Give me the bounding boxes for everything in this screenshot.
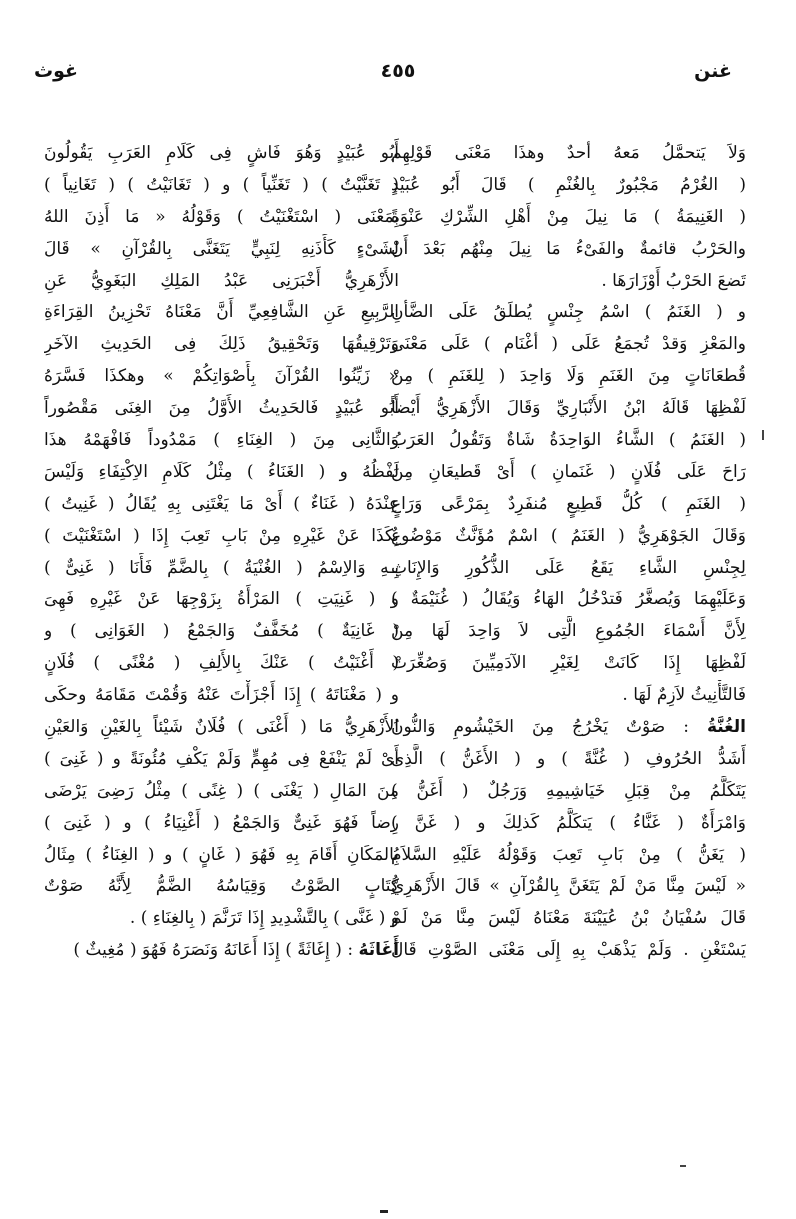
line-text: ( الغَنَمِ ) كُلُّ قَطِيعٍ مُنفَرِدٌ بِمَرْعًى وَرَاعٍ: [391, 493, 746, 514]
line-text: ( الغَنِيمَةُ ) مَا نِيلَ مِنْ أَهْلِ الشِّرْكِ عَنْوَةً: [391, 206, 746, 227]
line-text: : ( إِغَاثَةً ) إِذَا أَعَانَهُ وَنَصَرَهُ فَهُوَ ( مُغِيثٌ ): [73, 940, 359, 961]
text-line: [44, 648, 399, 680]
text-line: [391, 202, 746, 234]
text-line: [44, 425, 399, 457]
line-text: أَبُو عُبَيْدٍ وَهُوَ فَاشٍ فِى كَلَامِ العَرَبِ يَقُولُونَ: [44, 143, 399, 163]
left-column: [44, 138, 399, 967]
footer-mark: [380, 1210, 388, 1213]
line-text: بِكَذَا عَنْ غَيْرِهِ مِنْ بَابِ تَعِبَ إِذَا ( اسْتَغْنَيْتَ ): [44, 525, 399, 546]
line-text: أَشَدُّ الحُرُوفِ ( غُنَّةً ) و ( الأَغَنُّ ) الَّذِى: [391, 748, 746, 769]
text-line: [391, 903, 746, 935]
line-text: ( الغَنَمُ ) الشَّاءُ الوَاحِدَةُ شَاةٌ وَتَقُولُ العَرَبُ: [391, 430, 746, 451]
text-line: [44, 266, 399, 298]
line-text: ( تَغَنَّيْتُ ) ( تَغَنِّياً ) و ( تَغَانَيْتُ ) ( تَغَانِياً ): [44, 174, 399, 195]
text-line: [391, 553, 746, 585]
text-line: [44, 138, 399, 170]
text-line: [391, 871, 746, 903]
text-line: [44, 584, 399, 616]
text-line: [44, 840, 399, 872]
text-line: [44, 871, 399, 903]
text-line: [391, 712, 746, 744]
line-text: والمَعْزِ وَقدْ تُجمَعُ عَلَى ( أغْنَام ) عَلَى مَعْنَى: [391, 334, 746, 355]
line-text: رَاحَ عَلَى فُلَانٍ ( غَنَمانِ ) أَىْ قَطيعَانِ مِنَ: [391, 461, 746, 482]
text-line: [44, 680, 399, 712]
line-text: « لَيْسَ مِنَّا مَنْ لَمْ يَتَغَنَّ بِالقُرْآنِ » قَالَ الأَزْهَرِيُّ: [391, 876, 746, 897]
running-head-right: غنن: [694, 60, 732, 82]
line-text: « زَيِّنُوا القُرْآنَ بِأَصْوَاتِكُمْ » وهكذَا فَسَّرَهُ: [44, 366, 399, 387]
line-text: و ( غَنِيَتِ ) المَرْأَةُ بِزَوْجِهَا عَنْ غَيْرِهِ فَهِىَ: [44, 589, 399, 610]
text-line: [391, 234, 746, 266]
line-text: بِـهِ وَالاِسْمُ ( الغُنْيَةُ ) بِالضَّمِّ فَأَنَا ( غَنِىٌّ ): [44, 557, 399, 578]
text-line: [391, 776, 746, 808]
text-line: [391, 616, 746, 648]
line-text: والحَرْبُ قائمةٌ والفَىْءُ مَا نِيلَ مِنْهُم بَعْدَ أَنْ: [391, 238, 746, 259]
line-text: مِنَ المَالِ ( يَغْنَى ) ( غِنًى ) مِثْلُ رَضِىَ يَرْضَى: [44, 780, 399, 801]
line-text: لَفْظُهُ و ( الغَنَاءُ ) مِثْلُ كَلَامِ الاِكْتِفَاءِ وَلَيْسَ: [44, 461, 399, 482]
line-text: تَضعَ الحَرْبُ أَوْزَارَهَا .: [601, 270, 746, 291]
text-line: [44, 457, 399, 489]
line-text: قَالَ سُفْيَانُ بْنُ عُيَيْنَةَ مَعْنَاهُ لَيْسَ مِنَّا مَنْ لَمْ: [391, 908, 746, 929]
text-line: [391, 808, 746, 840]
line-text: يَسْتَغْنِ . وَلَمْ يَذْهَبْ بِهِ إِلَى مَعْنَى الصَّوْتِ قَالَ: [391, 940, 746, 961]
text-line: [44, 903, 399, 935]
line-text: و ( غَنَّى ) بِالتَّشْدِيدِ إِذَا تَرَنَّمَ ( بِالغِنَاءِ ) .: [129, 908, 399, 929]
line-text: رِضاً فَهُوَ غَنِىٌّ وَالجَمْعُ ( أَغْنِيَاءُ ) و ( غَنِىَ ): [44, 812, 399, 833]
text-line: [44, 935, 399, 967]
text-line: [44, 808, 399, 840]
entry-headword: الغُنَّةُ: [706, 717, 746, 738]
line-text: بِالمَكَانِ أَقَامَ بِهِ فَهُوَ ( غَانٍ ) و ( الغِنَاءُ ) مِثَالُ: [44, 844, 399, 865]
text-line: [391, 840, 746, 872]
text-line: [44, 202, 399, 234]
text-line: [391, 680, 746, 712]
text-line: [391, 744, 746, 776]
line-text: و ( مَغْنَاتَهُ ) إِذَا أَجْزَأْتَ عَنْهُ وَقُمْتَ مَقَامَهُ وحكَى: [44, 685, 399, 706]
line-text: وَتَرْقِيقُهَا وَتَحْقِيقُ ذَلِكَ فِى الحَدِيثِ الآخَرِ: [44, 334, 399, 355]
line-text: وَقَالَ الجَوْهَرِيُّ ( الغَنَمُ ) اسْمٌ مُؤَنَّثٌ مَوْضُوعٌ: [391, 525, 746, 546]
line-text: أَبُو عُبَيْدٍ فَالحَدِيثُ الأَوَّلُ مِنَ الغِنَى مَقْصُوراً: [44, 398, 399, 419]
line-text: لَفْظِهَا قَالَهُ ابْنُ الأَنْبَارِيِّ وَقَالَ الأَزْهَرِيُّ أَيْضاً: [391, 398, 746, 419]
line-text: وَلاَ يَتحمَّلُ مَعهُ أحدٌ وهذَا مَعْنَى قَوْلِهِم: [391, 143, 746, 163]
text-line: [44, 297, 399, 329]
text-line: [391, 425, 746, 457]
right-column: [391, 138, 746, 967]
text-line: [391, 489, 746, 521]
line-text: فَالتَّأْنِيثُ لاَزِمٌ لَهَا .: [622, 685, 746, 706]
text-line: [391, 297, 746, 329]
line-text: وَالثَّانِى مِنَ ( الغِنَاءِ ) مَمْدُوداً فَافْهَمْهُ هذَا: [44, 430, 399, 451]
text-line: [44, 521, 399, 553]
line-text: قُطعَانَاتٍ مِنَ الغَنَمِ وَلَا وَاحِدَ ( لِلغَنَمِ ) مِنْ: [391, 366, 746, 387]
text-line: [44, 393, 399, 425]
text-line: [44, 616, 399, 648]
text-line: [44, 712, 399, 744]
text-line: [391, 138, 746, 170]
line-text: لِشَىْءٍ كَأَذَنِهِ لِنَبِيٍّ يَتَغَنَّى بِالقُرْآنِ » قَالَ: [44, 238, 399, 259]
text-line: [44, 234, 399, 266]
text-line: [44, 553, 399, 585]
line-text: أَىْ لَمْ يَنْفَعْ فِى مُهِمٍّ وَلَمْ يَكْفِ مُئُونَةً و ( غَنِىَ ): [44, 748, 399, 769]
text-line: [391, 361, 746, 393]
text-line: [44, 489, 399, 521]
text-line: [391, 170, 746, 202]
page-number: ٤٥٥: [380, 60, 416, 82]
line-text: كِتَابٍ الصَّوْتُ وَقِيَاسُهُ الضَّمُّ لِأَنَّهُ صَوْتٌ: [44, 876, 399, 897]
text-line: [44, 744, 399, 776]
line-text: الرَّبِيعِ عَنِ الشَّافِعِيِّ أَنَّ مَعْنَاهُ تَحْزِينُ القِرَاءَةِ: [44, 302, 399, 323]
running-head-left: غوث: [34, 60, 78, 82]
text-line: [391, 584, 746, 616]
line-text: الأَزْهَرِيُّ أَخْبَرَنِى عَبْدُ المَلِكِ البَغَوِيُّ عَنِ: [44, 270, 399, 291]
line-text: ( يَغَنُّ ) مِنْ بَابِ تَعِبَ وَقَوْلُهُ عَلَيْهِ السَّلاَمُ: [391, 844, 746, 865]
margin-mark: [680, 1165, 686, 1167]
line-text: لِأَنَّ أَسْمَاءَ الجُمُوعِ الَّتِى لاَ وَاحِدَ لَهَا مِنْ: [391, 621, 746, 642]
line-text: و ( الغَنَمُ ) اسْمُ جِنْسٍ يُطلَقُ عَلَى الضَّأنِ: [391, 302, 746, 323]
text-line: [391, 393, 746, 425]
line-text: وَامْرَأَةٌ ( غَنَّاءُ ) يَتكَلَّمُ كَذلِكَ و ( غَنَّ ): [391, 812, 746, 833]
line-text: وَعَلَيْهِمَا وَيُصغَّرُ فَتدْخُلُ الهَاءُ وَيُقَالُ ( غُنَيْمَةٌ ): [391, 589, 746, 610]
line-text: ( أَغْنَيْتُ ) عَنْكَ بِالأَلِفِ ( مُغْنًى ) فُلَانٍ: [44, 653, 399, 674]
entry-headword: أَغَاثَهُ: [358, 940, 399, 961]
line-text: يَتَكَلَّمُ مِنْ قِبَلِ خَيَاشِيمِهِ وَرَجُلٌ ( أَغَنُّ ): [391, 780, 746, 801]
line-text: عِنْدَهُ ( غَنَاءٌ ) أَىْ مَا يَغْتَنِى بِهِ يُقَالُ ( غَنِيتُ ): [44, 493, 399, 514]
text-line: [391, 935, 746, 967]
line-text: ( غَانِيَةٌ ) مُخَفَّفٌ وَالجَمْعُ ( الغَوَانِى ) و: [44, 621, 399, 642]
line-text: لَفْظِهَا إِذَا كَانَتْ لِغَيْرِ الآدَمِيِّينَ وَصُغِّرَتْ: [391, 653, 746, 674]
text-line: [44, 361, 399, 393]
text-line: [391, 521, 746, 553]
margin-mark: [762, 430, 764, 440]
text-line: [44, 170, 399, 202]
text-line: [391, 457, 746, 489]
line-text: بِمَعْنَى ( اسْتَغْنَيْتُ ) وَقَوْلُهُ « مَا أَذِنَ اللهُ: [44, 206, 399, 227]
line-text: : صَوْتٌ يَخْرُجُ مِنَ الخَيْشُومِ وَالنُّونُ: [391, 717, 707, 738]
text-line: [391, 648, 746, 680]
text-line: [44, 776, 399, 808]
line-text: الأَزْهَرِيُّ مَا ( أَغْنَى ) فُلَانٌ شَيْئاً بِالغَيْنِ وَالعَيْنِ: [44, 717, 399, 738]
text-line: [391, 266, 746, 298]
text-line: [44, 329, 399, 361]
text-line: [391, 329, 746, 361]
line-text: لِجِنْسِ الشَّاءِ يَقَعُ عَلَى الذُّكُورِ وَالإِنَاثِ: [391, 557, 746, 578]
line-text: ( الغُرْمُ مَجْبُورٌ بِالغُنْمِ ) قَالَ أَبُو عُبَيْدٍ: [391, 174, 746, 195]
